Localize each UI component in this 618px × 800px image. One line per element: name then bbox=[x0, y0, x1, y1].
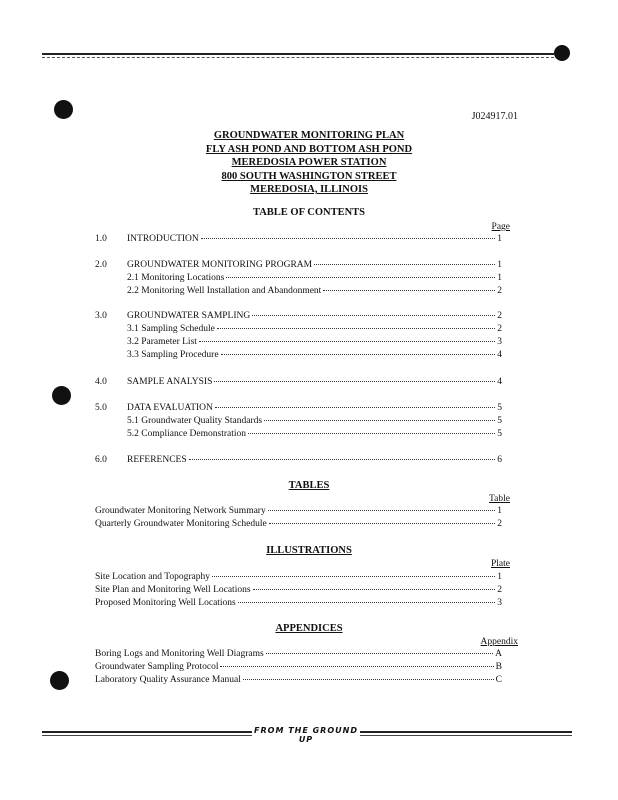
title-line: MEREDOSIA POWER STATION bbox=[231, 157, 387, 168]
section-number: 5.0 bbox=[95, 403, 107, 413]
toc-entry[interactable] bbox=[127, 455, 502, 465]
section-number: 4.0 bbox=[95, 377, 107, 387]
toc-entry-label: 3.3 Sampling Procedure bbox=[127, 350, 219, 360]
toc-entry-page: 3 bbox=[497, 337, 502, 347]
toc-subentry[interactable] bbox=[127, 429, 502, 439]
toc-subentry[interactable] bbox=[127, 286, 502, 296]
toc-entry-page: 2 bbox=[497, 286, 502, 296]
illustration-entry[interactable] bbox=[95, 585, 502, 595]
toc-heading: TABLE OF CONTENTS bbox=[252, 207, 366, 218]
page-column-header: Page bbox=[491, 222, 510, 232]
toc-entry-label: GROUNDWATER MONITORING PROGRAM bbox=[127, 260, 313, 270]
toc-entry[interactable] bbox=[127, 260, 502, 270]
toc-entry-page: A bbox=[495, 649, 502, 659]
toc-entry-label: 3.2 Parameter List bbox=[127, 337, 197, 347]
toc-entry-label: Quarterly Groundwater Monitoring Schedule bbox=[95, 519, 267, 529]
toc-entry-page: 1 bbox=[497, 260, 502, 270]
section-number: 1.0 bbox=[95, 234, 107, 244]
toc-entry-label: SAMPLE ANALYSIS bbox=[127, 377, 213, 387]
toc-entry-label: Site Plan and Monitoring Well Locations bbox=[95, 585, 251, 595]
toc-entry-page: 2 bbox=[497, 519, 502, 529]
document-number: J024917.01 bbox=[471, 111, 518, 122]
toc-entry-page: 4 bbox=[497, 350, 502, 360]
plate-column-header: Plate bbox=[491, 559, 510, 569]
illustration-entry[interactable] bbox=[95, 572, 502, 582]
toc-entry-page: 1 bbox=[497, 572, 502, 582]
section-number: 2.0 bbox=[95, 260, 107, 270]
appendix-column-header: Appendix bbox=[480, 637, 518, 647]
toc-subentry[interactable] bbox=[127, 416, 502, 426]
title-line: GROUNDWATER MONITORING PLAN bbox=[213, 130, 405, 141]
binder-hole-icon bbox=[54, 100, 73, 119]
toc-entry-label: INTRODUCTION bbox=[127, 234, 199, 244]
appendix-entry[interactable] bbox=[95, 649, 502, 659]
toc-entry-page: 4 bbox=[497, 377, 502, 387]
toc-entry-label: REFERENCES bbox=[127, 455, 187, 465]
illustration-entry[interactable] bbox=[95, 598, 502, 608]
toc-entry-label: 2.1 Monitoring Locations bbox=[127, 273, 225, 283]
appendices-heading: APPENDICES bbox=[275, 623, 343, 634]
toc-subentry[interactable] bbox=[127, 273, 502, 283]
illustrations-heading: ILLUSTRATIONS bbox=[266, 545, 352, 556]
toc-entry-page: 5 bbox=[497, 416, 502, 426]
toc-entry-label: 5.1 Groundwater Quality Standards bbox=[127, 416, 263, 426]
toc-entry-page: 6 bbox=[497, 455, 502, 465]
footer-rule bbox=[360, 731, 572, 733]
binder-hole-icon bbox=[50, 671, 69, 690]
toc-entry[interactable] bbox=[127, 234, 502, 244]
toc-entry-page: 5 bbox=[497, 429, 502, 439]
table-entry[interactable] bbox=[95, 506, 502, 516]
toc-entry-label: Laboratory Quality Assurance Manual bbox=[95, 675, 241, 685]
company-logo-icon bbox=[554, 45, 570, 61]
header-rule-thin bbox=[42, 57, 554, 58]
toc-entry[interactable] bbox=[127, 311, 502, 321]
toc-entry-label: Site Location and Topography bbox=[95, 572, 210, 582]
toc-entry-page: 5 bbox=[497, 403, 502, 413]
toc-entry-page: 2 bbox=[497, 324, 502, 334]
footer-tagline: FROM THE GROUND UP bbox=[254, 726, 358, 744]
toc-subentry[interactable] bbox=[127, 337, 502, 347]
table-column-header: Table bbox=[489, 494, 510, 504]
toc-entry-label: 3.1 Sampling Schedule bbox=[127, 324, 215, 334]
toc-entry-page: C bbox=[495, 675, 502, 685]
footer-rule bbox=[42, 731, 252, 733]
toc-entry-label: Boring Logs and Monitoring Well Diagrams bbox=[95, 649, 264, 659]
toc-entry-label: 5.2 Compliance Demonstration bbox=[127, 429, 246, 439]
tables-heading: TABLES bbox=[288, 480, 330, 491]
toc-entry-label: Groundwater Monitoring Network Summary bbox=[95, 506, 266, 516]
toc-entry[interactable] bbox=[127, 403, 502, 413]
title-line: FLY ASH POND AND BOTTOM ASH POND bbox=[205, 143, 413, 155]
toc-entry-page: 2 bbox=[497, 311, 502, 321]
appendix-entry[interactable] bbox=[95, 675, 502, 685]
toc-entry-page: 1 bbox=[497, 506, 502, 516]
header-rule bbox=[42, 53, 554, 55]
toc-entry-label: Proposed Monitoring Well Locations bbox=[95, 598, 236, 608]
toc-entry-page: 2 bbox=[497, 585, 502, 595]
title-line: 800 SOUTH WASHINGTON STREET bbox=[221, 170, 397, 182]
toc-entry-label: GROUNDWATER SAMPLING bbox=[127, 311, 251, 321]
toc-subentry[interactable] bbox=[127, 350, 502, 360]
toc-entry-label: 2.2 Monitoring Well Installation and Abandonment bbox=[127, 286, 322, 296]
footer-rule bbox=[42, 735, 252, 736]
section-number: 6.0 bbox=[95, 455, 107, 465]
title-line: MEREDOSIA, ILLINOIS bbox=[250, 184, 368, 195]
toc-entry-page: 1 bbox=[497, 273, 502, 283]
section-number: 3.0 bbox=[95, 311, 107, 321]
appendix-entry[interactable] bbox=[95, 662, 502, 672]
table-entry[interactable] bbox=[95, 519, 502, 529]
toc-entry[interactable] bbox=[127, 377, 502, 387]
footer-rule bbox=[360, 735, 572, 736]
toc-entry-page: 3 bbox=[497, 598, 502, 608]
toc-entry-page: 1 bbox=[497, 234, 502, 244]
toc-entry-page: B bbox=[495, 662, 502, 672]
toc-entry-label: Groundwater Sampling Protocol bbox=[95, 662, 219, 672]
toc-subentry[interactable] bbox=[127, 324, 502, 334]
title-block bbox=[150, 129, 468, 197]
binder-hole-icon bbox=[52, 386, 71, 405]
toc-entry-label: DATA EVALUATION bbox=[127, 403, 213, 413]
